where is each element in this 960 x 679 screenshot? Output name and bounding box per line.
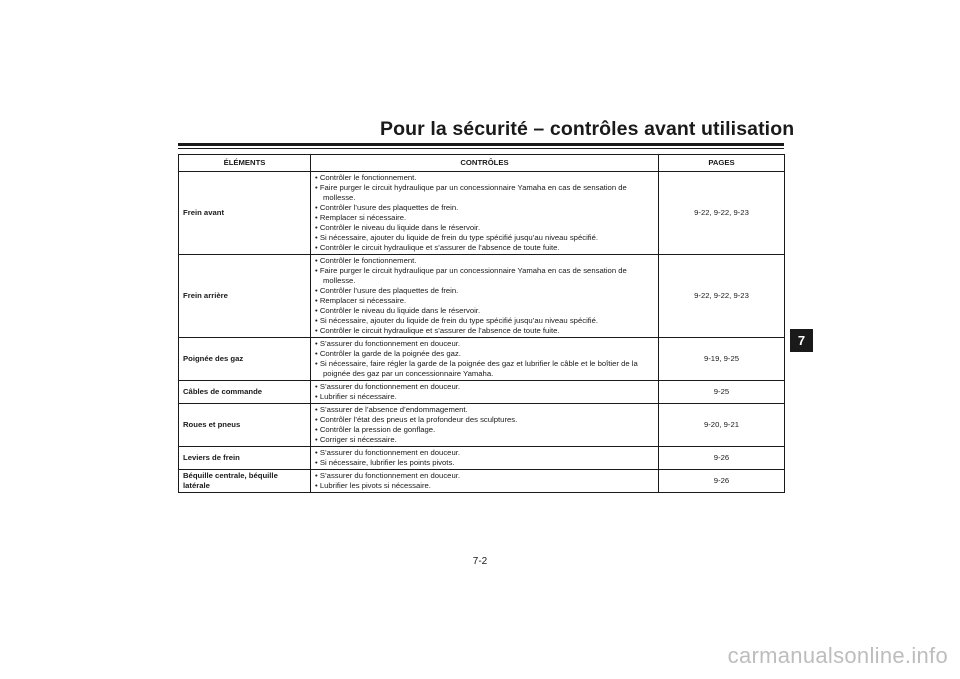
page-references: 9-22, 9-22, 9-23: [659, 255, 785, 338]
controls-cell: [311, 404, 659, 447]
pre-ride-checklist-table: [178, 154, 785, 493]
control-item: • S’assurer du fonctionnement en douceur.: [315, 339, 654, 349]
page-title: Pour la sécurité – contrôles avant utilisation: [380, 118, 795, 140]
page-references: 9-25: [659, 381, 785, 404]
header-elements: ÉLÉMENTS: [179, 155, 311, 172]
page-references: 9-19, 9-25: [659, 338, 785, 381]
page-references: 9-22, 9-22, 9-23: [659, 172, 785, 255]
control-item: • Faire purger le circuit hydraulique par un concessionnaire Yamaha en cas de sensation de mollesse.: [315, 183, 654, 203]
control-item: • Contrôler la pression de gonflage.: [315, 425, 654, 435]
table-row: [179, 470, 785, 493]
page-references: 9-26: [659, 470, 785, 493]
table-row: [179, 172, 785, 255]
controls-list: [315, 256, 654, 336]
element-name: Roues et pneus: [179, 404, 311, 447]
controls-cell: [311, 338, 659, 381]
table-row: [179, 404, 785, 447]
control-item: • Contrôler l’état des pneus et la profondeur des sculptures.: [315, 415, 654, 425]
controls-list: [315, 339, 654, 379]
controls-cell: [311, 172, 659, 255]
element-name: Câbles de commande: [179, 381, 311, 404]
page-references: 9-20, 9-21: [659, 404, 785, 447]
table-row: [179, 255, 785, 338]
header-pages: PAGES: [659, 155, 785, 172]
control-item: • Contrôler le fonctionnement.: [315, 173, 654, 183]
control-item: • Remplacer si nécessaire.: [315, 296, 654, 306]
table-row: [179, 381, 785, 404]
control-item: • Contrôler le niveau du liquide dans le réservoir.: [315, 306, 654, 316]
control-item: • Remplacer si nécessaire.: [315, 213, 654, 223]
controls-cell: [311, 255, 659, 338]
element-name: Béquille centrale, béquille latérale: [179, 470, 311, 493]
control-item: • S’assurer du fonctionnement en douceur.: [315, 471, 654, 481]
control-item: • S’assurer du fonctionnement en douceur.: [315, 382, 654, 392]
control-item: • Si nécessaire, lubrifier les points pivots.: [315, 458, 654, 468]
control-item: • Si nécessaire, ajouter du liquide de frein du type spécifié jusqu’au niveau spécifié.: [315, 233, 654, 243]
element-name: Frein arrière: [179, 255, 311, 338]
control-item: • Si nécessaire, faire régler la garde de la poignée des gaz et lubrifier le câble et le boîtier de la poignée des gaz par un concessionnaire Yamaha.: [315, 359, 654, 379]
control-item: • Corriger si nécessaire.: [315, 435, 654, 445]
control-item: • Contrôler la garde de la poignée des gaz.: [315, 349, 654, 359]
controls-cell: [311, 470, 659, 493]
header-controls: CONTRÔLES: [311, 155, 659, 172]
control-item: • Contrôler le circuit hydraulique et s’assurer de l’absence de toute fuite.: [315, 326, 654, 336]
controls-list: [315, 405, 654, 445]
title-underline-thin: [178, 148, 784, 149]
controls-list: [315, 382, 654, 402]
element-name: Leviers de frein: [179, 447, 311, 470]
control-item: • Si nécessaire, ajouter du liquide de frein du type spécifié jusqu’au niveau spécifié.: [315, 316, 654, 326]
page-number: 7-2: [472, 556, 488, 567]
chapter-tab: 7: [790, 329, 813, 352]
control-item: • Faire purger le circuit hydraulique par un concessionnaire Yamaha en cas de sensation de mollesse.: [315, 266, 654, 286]
page-references: 9-26: [659, 447, 785, 470]
control-item: • Contrôler le circuit hydraulique et s’assurer de l’absence de toute fuite.: [315, 243, 654, 253]
control-item: • Contrôler le fonctionnement.: [315, 256, 654, 266]
control-item: • Contrôler le niveau du liquide dans le réservoir.: [315, 223, 654, 233]
control-item: • Lubrifier si nécessaire.: [315, 392, 654, 402]
watermark: carmanualsonline.info: [727, 643, 948, 668]
control-item: • S’assurer de l’absence d’endommagement.: [315, 405, 654, 415]
controls-list: [315, 471, 654, 491]
controls-cell: [311, 381, 659, 404]
control-item: • Contrôler l’usure des plaquettes de frein.: [315, 203, 654, 213]
control-item: • Contrôler l’usure des plaquettes de frein.: [315, 286, 654, 296]
controls-list: [315, 173, 654, 253]
element-name: Frein avant: [179, 172, 311, 255]
table-row: [179, 338, 785, 381]
title-underline: [178, 143, 784, 146]
control-item: • Lubrifier les pivots si nécessaire.: [315, 481, 654, 491]
table-row: [179, 447, 785, 470]
table-header-row: [179, 155, 785, 172]
controls-cell: [311, 447, 659, 470]
element-name: Poignée des gaz: [179, 338, 311, 381]
controls-list: [315, 448, 654, 468]
control-item: • S’assurer du fonctionnement en douceur.: [315, 448, 654, 458]
